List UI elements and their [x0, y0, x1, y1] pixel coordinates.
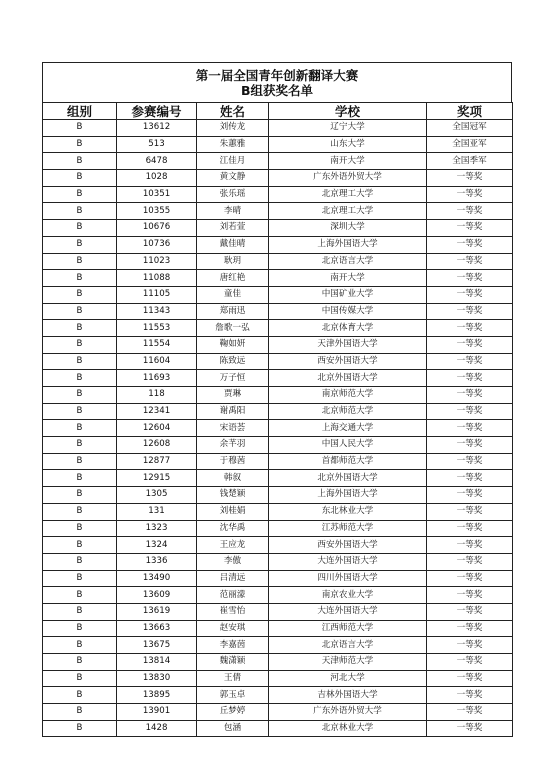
cell-group: B	[43, 270, 117, 287]
cell-award: 一等奖	[427, 687, 513, 704]
cell-school: 南京农业大学	[269, 587, 427, 604]
cell-entry-id: 12341	[117, 403, 197, 420]
cell-school: 江苏师范大学	[269, 520, 427, 537]
cell-school: 上海外国语大学	[269, 236, 427, 253]
cell-school: 辽宁大学	[269, 120, 427, 137]
cell-group: B	[43, 286, 117, 303]
table-row	[43, 353, 513, 370]
table-row	[43, 654, 513, 671]
table-row	[43, 336, 513, 353]
header-row	[43, 103, 513, 120]
cell-group: B	[43, 487, 117, 504]
cell-school: 中国传媒大学	[269, 303, 427, 320]
cell-entry-id: 1336	[117, 553, 197, 570]
cell-award: 一等奖	[427, 553, 513, 570]
table-row	[43, 403, 513, 420]
table-body	[43, 120, 513, 737]
cell-entry-id: 13490	[117, 570, 197, 587]
table-row	[43, 370, 513, 387]
table-row	[43, 603, 513, 620]
cell-name: 刘若萱	[197, 220, 269, 237]
cell-entry-id: 12915	[117, 470, 197, 487]
cell-group: B	[43, 153, 117, 170]
cell-group: B	[43, 370, 117, 387]
cell-entry-id: 13895	[117, 687, 197, 704]
header-award: 奖项	[427, 103, 513, 120]
cell-name: 李晴	[197, 203, 269, 220]
cell-name: 王倩	[197, 670, 269, 687]
cell-award: 一等奖	[427, 704, 513, 721]
cell-name: 李嘉茵	[197, 637, 269, 654]
cell-group: B	[43, 553, 117, 570]
cell-group: B	[43, 520, 117, 537]
cell-entry-id: 11088	[117, 270, 197, 287]
cell-school: 东北林业大学	[269, 503, 427, 520]
table-row	[43, 453, 513, 470]
cell-school: 大连外国语大学	[269, 553, 427, 570]
cell-name: 余芊羽	[197, 437, 269, 454]
cell-entry-id: 11023	[117, 253, 197, 270]
cell-award: 一等奖	[427, 353, 513, 370]
cell-entry-id: 11553	[117, 320, 197, 337]
cell-award: 一等奖	[427, 203, 513, 220]
cell-award: 一等奖	[427, 320, 513, 337]
cell-name: 朱蕙雅	[197, 136, 269, 153]
cell-name: 刘传龙	[197, 120, 269, 137]
cell-name: 童佳	[197, 286, 269, 303]
table-row	[43, 670, 513, 687]
cell-name: 贾琳	[197, 387, 269, 404]
table-row	[43, 487, 513, 504]
cell-name: 吕清远	[197, 570, 269, 587]
title-block	[42, 62, 512, 102]
cell-group: B	[43, 537, 117, 554]
cell-group: B	[43, 170, 117, 187]
table-row	[43, 170, 513, 187]
header-group: 组别	[43, 103, 117, 120]
cell-name: 沈华禹	[197, 520, 269, 537]
cell-group: B	[43, 687, 117, 704]
table-row	[43, 620, 513, 637]
cell-school: 北京语言大学	[269, 253, 427, 270]
cell-name: 范丽濛	[197, 587, 269, 604]
cell-entry-id: 13612	[117, 120, 197, 137]
cell-group: B	[43, 587, 117, 604]
cell-group: B	[43, 470, 117, 487]
cell-group: B	[43, 336, 117, 353]
cell-award: 一等奖	[427, 270, 513, 287]
cell-school: 北京理工大学	[269, 203, 427, 220]
cell-group: B	[43, 236, 117, 253]
cell-award: 一等奖	[427, 286, 513, 303]
cell-award: 一等奖	[427, 336, 513, 353]
table-row	[43, 120, 513, 137]
cell-group: B	[43, 704, 117, 721]
cell-name: 黄文静	[197, 170, 269, 187]
cell-award: 一等奖	[427, 670, 513, 687]
cell-school: 北京理工大学	[269, 186, 427, 203]
cell-school: 北京体育大学	[269, 320, 427, 337]
cell-group: B	[43, 620, 117, 637]
cell-award: 一等奖	[427, 637, 513, 654]
table-row	[43, 720, 513, 737]
cell-group: B	[43, 670, 117, 687]
cell-entry-id: 131	[117, 503, 197, 520]
cell-name: 张乐瑶	[197, 186, 269, 203]
cell-award: 一等奖	[427, 470, 513, 487]
cell-name: 王应龙	[197, 537, 269, 554]
cell-entry-id: 12877	[117, 453, 197, 470]
cell-entry-id: 1324	[117, 537, 197, 554]
cell-award: 一等奖	[427, 570, 513, 587]
cell-school: 吉林外国语大学	[269, 687, 427, 704]
table-row	[43, 553, 513, 570]
cell-name: 谢禹阳	[197, 403, 269, 420]
cell-school: 广东外语外贸大学	[269, 170, 427, 187]
cell-name: 耿玥	[197, 253, 269, 270]
cell-school: 上海交通大学	[269, 420, 427, 437]
cell-school: 中国人民大学	[269, 437, 427, 454]
table-row	[43, 387, 513, 404]
cell-entry-id: 13663	[117, 620, 197, 637]
cell-entry-id: 118	[117, 387, 197, 404]
cell-award: 一等奖	[427, 453, 513, 470]
cell-group: B	[43, 654, 117, 671]
cell-school: 广东外语外贸大学	[269, 704, 427, 721]
award-table	[42, 102, 513, 737]
header-name: 姓名	[197, 103, 269, 120]
cell-entry-id: 13830	[117, 670, 197, 687]
cell-group: B	[43, 203, 117, 220]
cell-entry-id: 10351	[117, 186, 197, 203]
cell-group: B	[43, 403, 117, 420]
cell-award: 全国冠军	[427, 120, 513, 137]
cell-name: 崔雪怡	[197, 603, 269, 620]
cell-school: 四川外国语大学	[269, 570, 427, 587]
cell-award: 一等奖	[427, 437, 513, 454]
table-row	[43, 520, 513, 537]
cell-school: 天津外国语大学	[269, 336, 427, 353]
cell-group: B	[43, 637, 117, 654]
cell-group: B	[43, 136, 117, 153]
table-row	[43, 253, 513, 270]
cell-name: 韩叙	[197, 470, 269, 487]
cell-award: 一等奖	[427, 503, 513, 520]
cell-award: 一等奖	[427, 487, 513, 504]
cell-school: 南开大学	[269, 270, 427, 287]
award-sheet	[42, 62, 512, 737]
table-row	[43, 687, 513, 704]
cell-school: 江西师范大学	[269, 620, 427, 637]
cell-group: B	[43, 303, 117, 320]
cell-group: B	[43, 503, 117, 520]
cell-school: 河北大学	[269, 670, 427, 687]
cell-name: 江佳月	[197, 153, 269, 170]
cell-entry-id: 1428	[117, 720, 197, 737]
cell-school: 上海外国语大学	[269, 487, 427, 504]
document-title: 第一届全国青年创新翻译大赛	[195, 68, 359, 83]
cell-group: B	[43, 220, 117, 237]
table-row	[43, 203, 513, 220]
cell-school: 南开大学	[269, 153, 427, 170]
table-row	[43, 587, 513, 604]
cell-award: 一等奖	[427, 387, 513, 404]
cell-group: B	[43, 420, 117, 437]
cell-school: 北京师范大学	[269, 403, 427, 420]
cell-entry-id: 11604	[117, 353, 197, 370]
cell-award: 一等奖	[427, 587, 513, 604]
cell-award: 一等奖	[427, 537, 513, 554]
table-row	[43, 220, 513, 237]
cell-entry-id: 10736	[117, 236, 197, 253]
cell-group: B	[43, 437, 117, 454]
table-row	[43, 303, 513, 320]
cell-entry-id: 11343	[117, 303, 197, 320]
cell-entry-id: 13814	[117, 654, 197, 671]
table-row	[43, 503, 513, 520]
cell-entry-id: 11554	[117, 336, 197, 353]
cell-group: B	[43, 603, 117, 620]
cell-school: 南京师范大学	[269, 387, 427, 404]
cell-school: 西安外国语大学	[269, 353, 427, 370]
table-row	[43, 470, 513, 487]
cell-award: 一等奖	[427, 403, 513, 420]
cell-entry-id: 10676	[117, 220, 197, 237]
cell-group: B	[43, 186, 117, 203]
header-school: 学校	[269, 103, 427, 120]
cell-award: 一等奖	[427, 220, 513, 237]
cell-entry-id: 6478	[117, 153, 197, 170]
cell-entry-id: 12608	[117, 437, 197, 454]
cell-name: 李傲	[197, 553, 269, 570]
cell-school: 天津师范大学	[269, 654, 427, 671]
cell-award: 一等奖	[427, 170, 513, 187]
cell-award: 一等奖	[427, 654, 513, 671]
cell-entry-id: 513	[117, 136, 197, 153]
cell-award: 一等奖	[427, 620, 513, 637]
cell-group: B	[43, 720, 117, 737]
table-row	[43, 186, 513, 203]
cell-school: 北京语言大学	[269, 637, 427, 654]
cell-group: B	[43, 253, 117, 270]
table-row	[43, 136, 513, 153]
header-entry-id: 参赛编号	[117, 103, 197, 120]
cell-entry-id: 11693	[117, 370, 197, 387]
cell-award: 一等奖	[427, 186, 513, 203]
table-row	[43, 537, 513, 554]
cell-name: 刘桂娟	[197, 503, 269, 520]
cell-entry-id: 13675	[117, 637, 197, 654]
cell-school: 首都师范大学	[269, 453, 427, 470]
cell-name: 郑雨迅	[197, 303, 269, 320]
cell-name: 戴佳晴	[197, 236, 269, 253]
cell-award: 一等奖	[427, 303, 513, 320]
cell-entry-id: 1305	[117, 487, 197, 504]
cell-name: 鞠如妍	[197, 336, 269, 353]
cell-school: 北京外国语大学	[269, 470, 427, 487]
cell-name: 赵安琪	[197, 620, 269, 637]
cell-school: 山东大学	[269, 136, 427, 153]
cell-name: 唐红艳	[197, 270, 269, 287]
cell-award: 全国亚军	[427, 136, 513, 153]
document-subtitle: B组获奖名单	[240, 83, 314, 98]
cell-group: B	[43, 453, 117, 470]
cell-school: 北京外国语大学	[269, 370, 427, 387]
cell-entry-id: 13609	[117, 587, 197, 604]
cell-name: 魏潇颖	[197, 654, 269, 671]
cell-award: 一等奖	[427, 236, 513, 253]
cell-name: 丘梦婷	[197, 704, 269, 721]
cell-school: 深圳大学	[269, 220, 427, 237]
cell-school: 大连外国语大学	[269, 603, 427, 620]
cell-name: 宋语荟	[197, 420, 269, 437]
table-row	[43, 236, 513, 253]
cell-name: 包涵	[197, 720, 269, 737]
table-row	[43, 270, 513, 287]
cell-entry-id: 13619	[117, 603, 197, 620]
table-row	[43, 637, 513, 654]
cell-award: 一等奖	[427, 603, 513, 620]
cell-name: 钱楚颖	[197, 487, 269, 504]
cell-name: 陈致远	[197, 353, 269, 370]
cell-entry-id: 1028	[117, 170, 197, 187]
cell-name: 郭玉卓	[197, 687, 269, 704]
cell-entry-id: 1323	[117, 520, 197, 537]
cell-entry-id: 11105	[117, 286, 197, 303]
cell-award: 一等奖	[427, 420, 513, 437]
cell-name: 万子恒	[197, 370, 269, 387]
table-row	[43, 420, 513, 437]
cell-award: 一等奖	[427, 720, 513, 737]
cell-group: B	[43, 320, 117, 337]
table-row	[43, 570, 513, 587]
table-row	[43, 704, 513, 721]
cell-name: 于穆茜	[197, 453, 269, 470]
cell-group: B	[43, 353, 117, 370]
table-row	[43, 320, 513, 337]
cell-entry-id: 12604	[117, 420, 197, 437]
cell-entry-id: 10355	[117, 203, 197, 220]
cell-group: B	[43, 387, 117, 404]
cell-name: 詹歌一弘	[197, 320, 269, 337]
table-row	[43, 286, 513, 303]
cell-school: 中国矿业大学	[269, 286, 427, 303]
table-row	[43, 437, 513, 454]
cell-award: 全国季军	[427, 153, 513, 170]
cell-award: 一等奖	[427, 520, 513, 537]
cell-school: 西安外国语大学	[269, 537, 427, 554]
cell-group: B	[43, 120, 117, 137]
cell-award: 一等奖	[427, 253, 513, 270]
cell-group: B	[43, 570, 117, 587]
cell-award: 一等奖	[427, 370, 513, 387]
table-row	[43, 153, 513, 170]
cell-school: 北京林业大学	[269, 720, 427, 737]
cell-entry-id: 13901	[117, 704, 197, 721]
